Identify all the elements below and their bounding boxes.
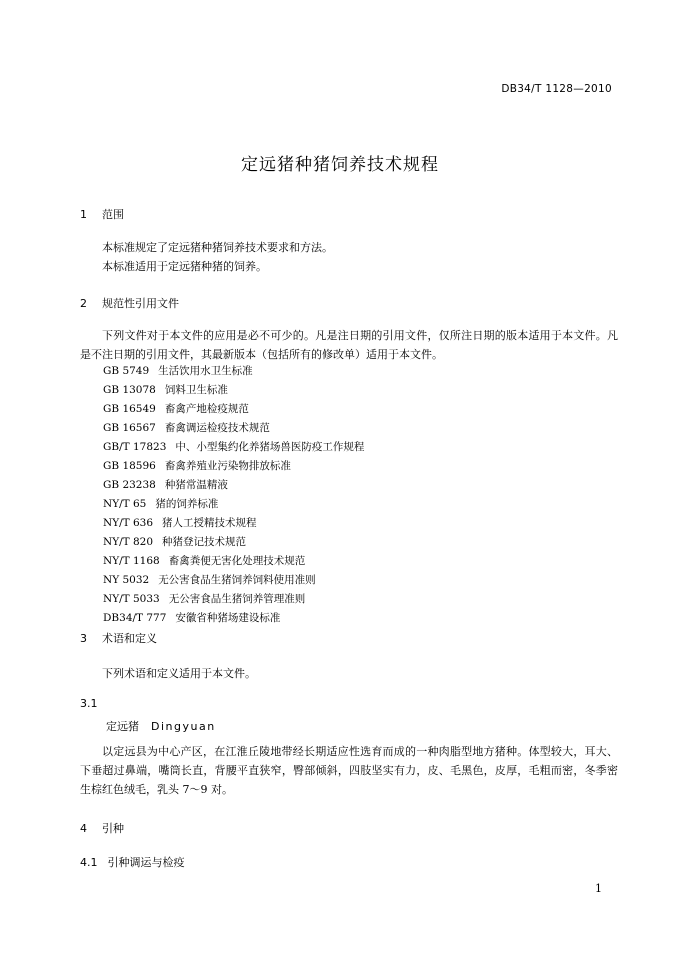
section-title: 引种调运与检疫	[107, 856, 185, 869]
reference-item	[103, 457, 364, 476]
reference-code: GB 13078	[103, 384, 156, 396]
section-title: 规范性引用文件	[102, 297, 179, 310]
reference-name: 畜禽调运检疫技术规范	[164, 422, 270, 434]
paragraph: 下列文件对于本文件的应用是必不可少的。凡是注日期的引用文件，仅所注日期的版本适用于本文件。凡是不注日期的引用文件，其最新版本（包括所有的修改单）适用于本文件。	[80, 329, 618, 361]
reference-code: GB 5749	[103, 365, 150, 377]
reference-code: NY/T 820	[103, 536, 154, 548]
reference-code: NY/T 5033	[103, 593, 160, 605]
reference-item	[103, 400, 364, 419]
reference-name: 种猪登记技术规范	[162, 536, 247, 548]
reference-item	[103, 438, 364, 457]
reference-code: GB 16567	[103, 422, 156, 434]
reference-item	[103, 590, 364, 609]
reference-item	[103, 362, 364, 381]
reference-item	[103, 552, 364, 571]
reference-code: DB34/T 777	[103, 612, 167, 624]
reference-item	[103, 419, 364, 438]
section-3-intro	[80, 664, 618, 683]
paragraph: 下列术语和定义适用于本文件。	[102, 667, 256, 680]
reference-name: 中、小型集约化养猪场兽医防疫工作规程	[175, 441, 365, 453]
section-2-intro	[80, 326, 618, 364]
reference-name: 畜禽产地检疫规范	[164, 403, 249, 415]
section-title: 引种	[102, 822, 124, 835]
section-title: 术语和定义	[102, 632, 157, 645]
reference-code: GB/T 17823	[103, 441, 167, 453]
reference-name: 无公害食品生猪饲养饲料使用准则	[158, 574, 316, 586]
reference-name: 畜禽养殖业污染物排放标准	[164, 460, 291, 472]
reference-name: 无公害食品生猪饲养管理准则	[168, 593, 306, 605]
reference-code: GB 18596	[103, 460, 156, 472]
section-title: 范围	[102, 208, 124, 221]
document-title: 定远猪种猪饲养技术规程	[241, 155, 439, 175]
page-number: 1	[595, 882, 602, 895]
term-chinese: 定远猪	[106, 720, 139, 733]
section-4-heading	[80, 820, 124, 836]
section-1-heading	[80, 206, 124, 222]
reference-item	[103, 609, 364, 628]
section-number: 1	[80, 208, 87, 221]
paragraph: 以定远县为中心产区，在江淮丘陵地带经长期适应性选育而成的一种肉脂型地方猪种。体型较大，耳大、下垂超过鼻端，嘴筒长直，背腰平直狭窄，臀部倾斜，四肢坚实有力，皮、毛黑色，皮厚，毛粗而密，冬季密生棕红色绒毛，乳头 7～9 对。	[80, 745, 618, 796]
reference-name: 猪人工授精技术规程	[162, 517, 257, 529]
section-number: 2	[80, 297, 87, 310]
subsection-3-1-heading	[80, 697, 98, 710]
reference-item	[103, 533, 364, 552]
reference-name: 猪的饲养标准	[155, 498, 219, 510]
section-number: 4.1	[80, 856, 98, 869]
section-number: 3	[80, 632, 87, 645]
section-number: 4	[80, 822, 87, 835]
section-2-heading	[80, 295, 179, 311]
section-3-heading	[80, 630, 157, 646]
term-entry	[106, 718, 216, 734]
reference-name: 安徽省种猪场建设标准	[175, 612, 281, 624]
paragraph: 本标准适用于定远猪种猪的饲养。	[102, 260, 267, 273]
subsection-4-1-heading	[80, 854, 185, 870]
reference-item	[103, 514, 364, 533]
reference-code: GB 16549	[103, 403, 156, 415]
term-definition	[80, 742, 618, 799]
reference-name: 种猪常温精液	[164, 479, 228, 491]
reference-code: NY/T 1168	[103, 555, 160, 567]
reference-item	[103, 476, 364, 495]
reference-item	[103, 381, 364, 400]
section-number: 3.1	[80, 697, 98, 710]
reference-item	[103, 495, 364, 514]
reference-list	[103, 362, 364, 628]
term-english: Dingyuan	[151, 720, 216, 733]
reference-code: NY 5032	[103, 574, 150, 586]
reference-item	[103, 571, 364, 590]
reference-name: 畜禽粪便无害化处理技术规范	[168, 555, 306, 567]
reference-code: NY/T 65	[103, 498, 147, 510]
reference-name: 生活饮用水卫生标准	[158, 365, 253, 377]
section-1-body	[80, 238, 618, 276]
reference-name: 饲料卫生标准	[164, 384, 228, 396]
standard-code: DB34/T 1128—2010	[501, 83, 612, 95]
reference-code: GB 23238	[103, 479, 156, 491]
reference-code: NY/T 636	[103, 517, 154, 529]
paragraph: 本标准规定了定远猪种猪饲养技术要求和方法。	[102, 241, 333, 254]
